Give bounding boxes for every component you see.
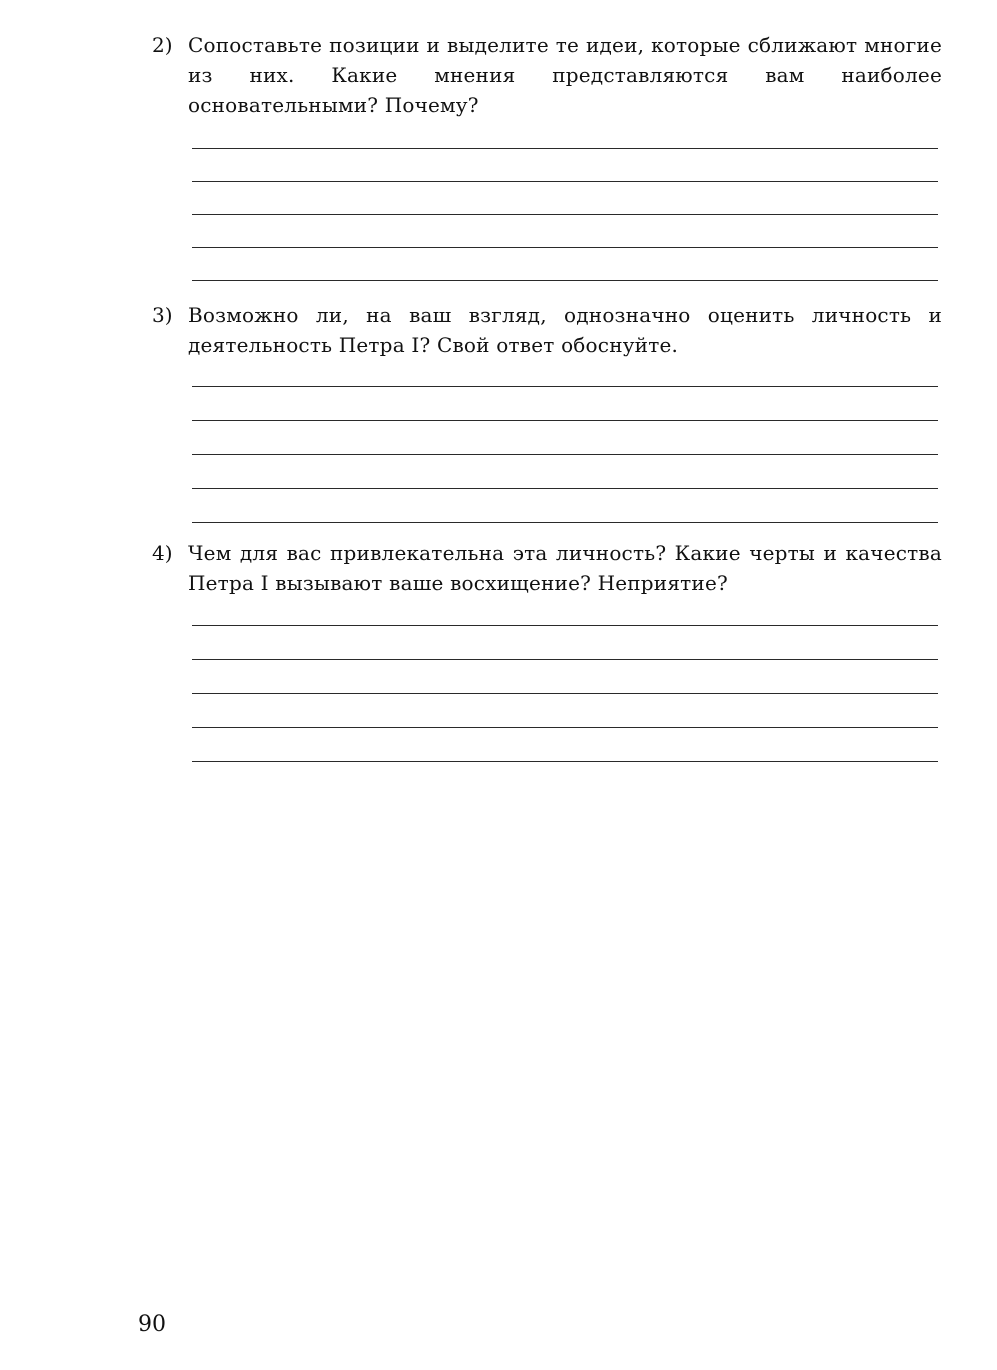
answer-line[interactable] bbox=[192, 148, 938, 149]
answer-line[interactable] bbox=[192, 214, 938, 215]
answer-line[interactable] bbox=[192, 181, 938, 182]
question-2 bbox=[152, 30, 942, 120]
answer-line[interactable] bbox=[192, 454, 938, 455]
question-text: Сопоставьте позиции и выделите те идеи, которые сближают многие из них. Какие мнения представляются вам наиболее основательными? Почему? bbox=[188, 33, 942, 117]
answer-line[interactable] bbox=[192, 488, 938, 489]
answer-line[interactable] bbox=[192, 761, 938, 762]
question-4 bbox=[152, 538, 942, 598]
answer-line[interactable] bbox=[192, 727, 938, 728]
answer-line[interactable] bbox=[192, 693, 938, 694]
answer-line[interactable] bbox=[192, 659, 938, 660]
question-text: Возможно ли, на ваш взгляд, однозначно оценить личность и деятельность Петра I? Свой ответ обоснуйте. bbox=[188, 303, 942, 357]
answer-line[interactable] bbox=[192, 625, 938, 626]
answer-line[interactable] bbox=[192, 280, 938, 281]
question-text: Чем для вас привлекательна эта личность? Какие черты и качества Петра I вызывают ваше восхищение? Неприятие? bbox=[188, 541, 942, 595]
answer-line[interactable] bbox=[192, 247, 938, 248]
question-number: 4) bbox=[152, 541, 173, 565]
answer-line[interactable] bbox=[192, 522, 938, 523]
question-3 bbox=[152, 300, 942, 360]
page-number: 90 bbox=[138, 1312, 166, 1337]
answer-line[interactable] bbox=[192, 386, 938, 387]
question-number: 2) bbox=[152, 33, 173, 57]
question-number: 3) bbox=[152, 303, 173, 327]
answer-line[interactable] bbox=[192, 420, 938, 421]
